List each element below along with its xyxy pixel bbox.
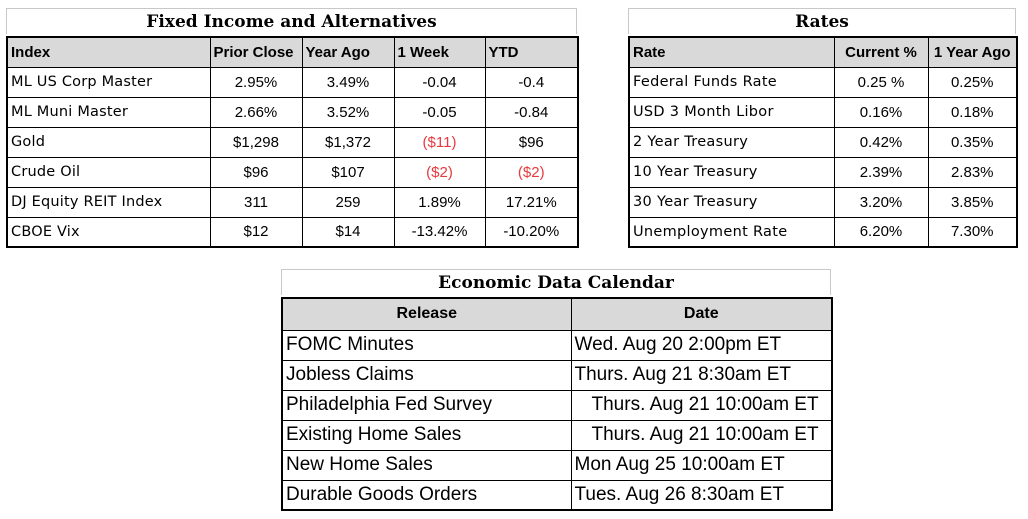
index-name: DJ Equity REIT Index xyxy=(7,187,210,217)
col-header-ytd: YTD xyxy=(485,37,578,67)
table-row xyxy=(7,127,578,157)
one-week: -13.42% xyxy=(394,217,485,247)
year-ago: $1,372 xyxy=(302,127,394,157)
rate-current: 3.20% xyxy=(834,187,928,217)
year-ago: 3.52% xyxy=(302,97,394,127)
table-row xyxy=(7,187,578,217)
ytd: $96 xyxy=(485,127,578,157)
rate-name: 2 Year Treasury xyxy=(629,127,834,157)
fixed-income-header-row xyxy=(7,37,578,67)
prior-close: $12 xyxy=(210,217,302,247)
rate-year-ago: 0.25% xyxy=(928,67,1017,97)
index-name: ML Muni Master xyxy=(7,97,210,127)
col-header-index: Index xyxy=(7,37,210,67)
table-row xyxy=(7,157,578,187)
table-row xyxy=(7,217,578,247)
rate-name: 30 Year Treasury xyxy=(629,187,834,217)
col-header-release: Release xyxy=(282,298,571,330)
rate-year-ago: 2.83% xyxy=(928,157,1017,187)
fixed-income-title: Fixed Income and Alternatives xyxy=(6,8,577,34)
col-header-year-ago: Year Ago xyxy=(302,37,394,67)
rate-current: 0.42% xyxy=(834,127,928,157)
col-header-rate: Rate xyxy=(629,37,834,67)
rate-current: 0.16% xyxy=(834,97,928,127)
col-header-current: Current % xyxy=(834,37,928,67)
one-week: 1.89% xyxy=(394,187,485,217)
rate-name: Federal Funds Rate xyxy=(629,67,834,97)
table-row xyxy=(629,97,1017,127)
release-date: Thurs. Aug 21 10:00am ET xyxy=(571,390,832,420)
year-ago: $14 xyxy=(302,217,394,247)
economic-calendar-title: Economic Data Calendar xyxy=(281,269,831,295)
table-row xyxy=(282,450,832,480)
one-week: ($11) xyxy=(394,127,485,157)
ytd: -10.20% xyxy=(485,217,578,247)
one-week: -0.04 xyxy=(394,67,485,97)
release-name: Existing Home Sales xyxy=(282,420,571,450)
rates-table xyxy=(628,36,1018,248)
rate-name: 10 Year Treasury xyxy=(629,157,834,187)
index-name: ML US Corp Master xyxy=(7,67,210,97)
release-date: Thurs. Aug 21 10:00am ET xyxy=(571,420,832,450)
release-date: Wed. Aug 20 2:00pm ET xyxy=(571,330,832,360)
one-week: -0.05 xyxy=(394,97,485,127)
table-row xyxy=(629,217,1017,247)
rate-name: USD 3 Month Libor xyxy=(629,97,834,127)
table-row xyxy=(629,157,1017,187)
economic-calendar-table xyxy=(281,297,833,511)
fixed-income-table xyxy=(6,36,579,248)
ytd: -0.4 xyxy=(485,67,578,97)
table-row xyxy=(629,187,1017,217)
index-name: Crude Oil xyxy=(7,157,210,187)
year-ago: 259 xyxy=(302,187,394,217)
rates-title: Rates xyxy=(628,8,1016,34)
table-row xyxy=(282,390,832,420)
release-name: Jobless Claims xyxy=(282,360,571,390)
release-date: Mon Aug 25 10:00am ET xyxy=(571,450,832,480)
table-row xyxy=(282,420,832,450)
prior-close: 2.66% xyxy=(210,97,302,127)
rate-name: Unemployment Rate xyxy=(629,217,834,247)
release-date: Tues. Aug 26 8:30am ET xyxy=(571,480,832,510)
prior-close: $1,298 xyxy=(210,127,302,157)
calendar-header-row xyxy=(282,298,832,330)
ytd: -0.84 xyxy=(485,97,578,127)
one-week: ($2) xyxy=(394,157,485,187)
rate-current: 6.20% xyxy=(834,217,928,247)
table-row xyxy=(7,97,578,127)
prior-close: 311 xyxy=(210,187,302,217)
rate-current: 2.39% xyxy=(834,157,928,187)
release-name: New Home Sales xyxy=(282,450,571,480)
year-ago: 3.49% xyxy=(302,67,394,97)
prior-close: $96 xyxy=(210,157,302,187)
table-row xyxy=(282,330,832,360)
release-date: Thurs. Aug 21 8:30am ET xyxy=(571,360,832,390)
rate-year-ago: 0.35% xyxy=(928,127,1017,157)
table-row xyxy=(282,360,832,390)
ytd: 17.21% xyxy=(485,187,578,217)
rate-year-ago: 7.30% xyxy=(928,217,1017,247)
table-row xyxy=(629,127,1017,157)
ytd: ($2) xyxy=(485,157,578,187)
index-name: Gold xyxy=(7,127,210,157)
index-name: CBOE Vix xyxy=(7,217,210,247)
rates-header-row xyxy=(629,37,1017,67)
col-header-1-week: 1 Week xyxy=(394,37,485,67)
rate-current: 0.25 % xyxy=(834,67,928,97)
release-name: Durable Goods Orders xyxy=(282,480,571,510)
prior-close: 2.95% xyxy=(210,67,302,97)
table-row xyxy=(629,67,1017,97)
col-header-1-year-ago: 1 Year Ago xyxy=(928,37,1017,67)
year-ago: $107 xyxy=(302,157,394,187)
rate-year-ago: 0.18% xyxy=(928,97,1017,127)
release-name: Philadelphia Fed Survey xyxy=(282,390,571,420)
col-header-date: Date xyxy=(571,298,832,330)
rate-year-ago: 3.85% xyxy=(928,187,1017,217)
release-name: FOMC Minutes xyxy=(282,330,571,360)
col-header-prior-close: Prior Close xyxy=(210,37,302,67)
table-row xyxy=(7,67,578,97)
table-row xyxy=(282,480,832,510)
